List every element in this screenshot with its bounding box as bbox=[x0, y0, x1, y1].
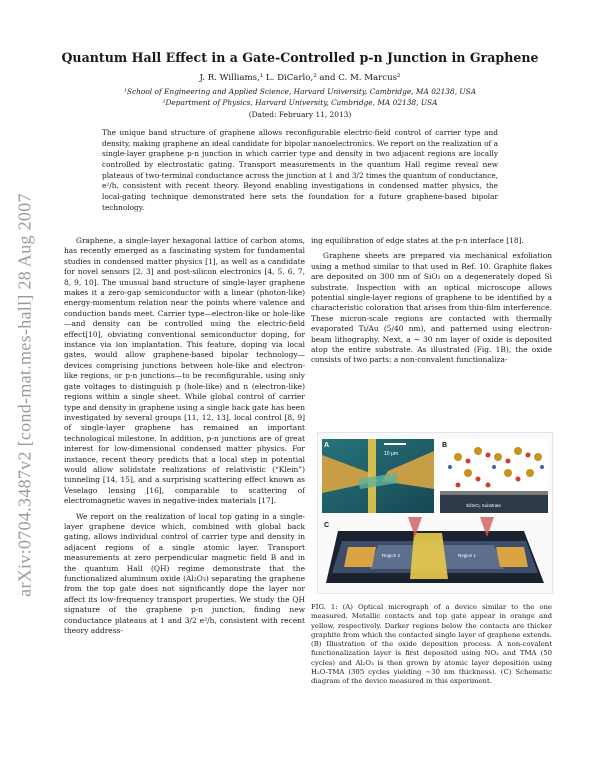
figure-1 bbox=[317, 432, 553, 594]
panel-a-label: A bbox=[324, 442, 330, 449]
abstract: The unique band structure of graphene allows reconfigurable electric-field control of carrier type and density, making graphene an ideal candidate for bipolar nanoelectronics. We report on the realization of a single-layer graphene p-n junction in which carrier type and density in two adjacent regions are locally controlled by electrostatic gating. Transport measurements in the quantum Hall regime reveal new plateaus of two-terminal conductance across the junction at 1 and 3/2 times the quantum of conductance, e²/h, consistent with recent theory. Beyond enabling investigations in condensed matter physics, the local-gating technique demonstrated here sets the foundation for a future graphene-based bipolar technology. bbox=[102, 128, 498, 212]
body-paragraph: Graphene, a single-layer hexagonal lattice of carbon atoms, has recently emerged as a fascinating system for fundamental studies in condensed matter physics [1], as well as a candidate for novel sensors [2, 3] and post-silicon electronics [4, 5, 6, 7, 8, 9, 10]. The unusual band structure of single-layer graphene makes it a zero-gap semiconductor with a linear (photon-like) energy-momentum relation near the points where valence and conduction bands meet. Carrier type—electron-like or hole-like—and density can be controlled using the electric-field effect[10], obviating conventional semiconductor doping, for instance via ion implantation. This feature, doping via local gates, would allow graphene-based bipolar technology—devices comprising junctions between hole-like and electron-like regions, or p-n junctions—to be reconfigurable, using only gate voltages to distinguish p (hole-like) and n (electron-like) regions within a single sheet. While global control of carrier type and density in graphene using a single back gate has been investigated by several groups [11, 12, 13], local control [8, 9] of single-layer graphene has remained an important technological milestone. In addition, p-n junctions are of great interest for low-dimensional condensed matter physics. For instance, recent theory predicts that a local step in potential would allow solidstate realizations of relativistic (“Klein”) tunneling [14, 15], and a surprising scattering effect known as Veselago lensing [16], comparable to scattering of electromagnetic waves in negative-index materials [17]. bbox=[64, 236, 305, 506]
author-list: J. R. Williams,¹ L. DiCarlo,² and C. M. Marcus² bbox=[199, 73, 401, 83]
body-paragraph: We report on the realization of local top gating in a single-layer graphene device which, combined with global back gating, allows individual control of carrier type and density in adjacent regions of a single atomic layer. Transport measurements at zero perpendicular magnetic field B and in the quantum Hall (QH) regime demonstrate that the functionalized aluminum oxide (Al₂O₃) separating the graphene from the top gate does not significantly dope the layer nor affect its low-frequency transport properties. We study the QH signature of the graphene p-n junction, finding new conductance plateaus at 1 and 3/2 e²/h, consistent with recent theory address- bbox=[64, 511, 305, 636]
region-2-label: Region 2 bbox=[382, 553, 401, 558]
body-paragraph: Graphene sheets are prepared via mechanical exfoliation using a method similar to that used in Ref. 10. Graphite flakes are deposited on 300 nm of SiO₂ on a degenerately doped Si substrate. Inspection with an optical microscope allows potential single-layer regions of graphene to be identified by a characteristic coloration that arises from thin-film interference. These micron-scale regions are contacted with thermally evaporated Ti/Au (5/40 nm), and patterned using electron-beam lithography. Next, a ∼ 30 nm layer of oxide is deposited atop the entire substrate. As illustrated (Fig. 1B), the oxide consists of two parts: a non-convalent functionaliza- bbox=[311, 251, 552, 365]
left-column bbox=[64, 236, 305, 636]
body-paragraph: ing equilibration of edge states at the p-n interface [18]. bbox=[311, 236, 524, 245]
panel-c-schematic bbox=[326, 517, 544, 583]
panel-b-label: B bbox=[442, 442, 448, 449]
region-1-label: Region 1 bbox=[458, 553, 477, 558]
figure-caption: FIG. 1: (A) Optical micrograph of a device similar to the one measured. Metallic contacts and top gate appear in orange and yellow, respectively. Darker regions below the contacts are thicker graphite from which the contacted single layer of graphene extends. (B) Illustration of the oxide deposition process. A non-covalent functionalization layer is first deposited using NO₂ and TMA (50 cycles) and Al₂O₃ is then grown by atomic layer deposition using H₂O-TMA (305 cycles yielding ∼30 nm thickness). (C) Schematic diagram of the device measured in this experiment. bbox=[311, 603, 552, 686]
panel-a-micrograph bbox=[322, 439, 434, 513]
paper-title: Quantum Hall Effect in a Gate-Controlled p-n Junction in Graphene bbox=[61, 50, 539, 65]
arxiv-id: arXiv:0704.3487v2 [cond-mat.mes-hall] 28 Aug 2007 bbox=[14, 193, 35, 597]
panel-c-label: C bbox=[324, 522, 330, 529]
substrate-label: Si/SiO₂ Substrate bbox=[466, 503, 502, 508]
date-line: (Dated: February 11, 2013) bbox=[248, 110, 352, 119]
panel-b-illustration bbox=[440, 439, 548, 513]
arxiv-stamp bbox=[14, 160, 36, 630]
right-column bbox=[311, 236, 552, 366]
scale-bar-label: 10 μm bbox=[384, 451, 398, 457]
affiliation-1: ¹School of Engineering and Applied Science, Harvard University, Cambridge, MA 02138, USA bbox=[123, 87, 477, 96]
affiliation-2: ²Department of Physics, Harvard University, Cambridge, MA 02138, USA bbox=[162, 98, 438, 107]
